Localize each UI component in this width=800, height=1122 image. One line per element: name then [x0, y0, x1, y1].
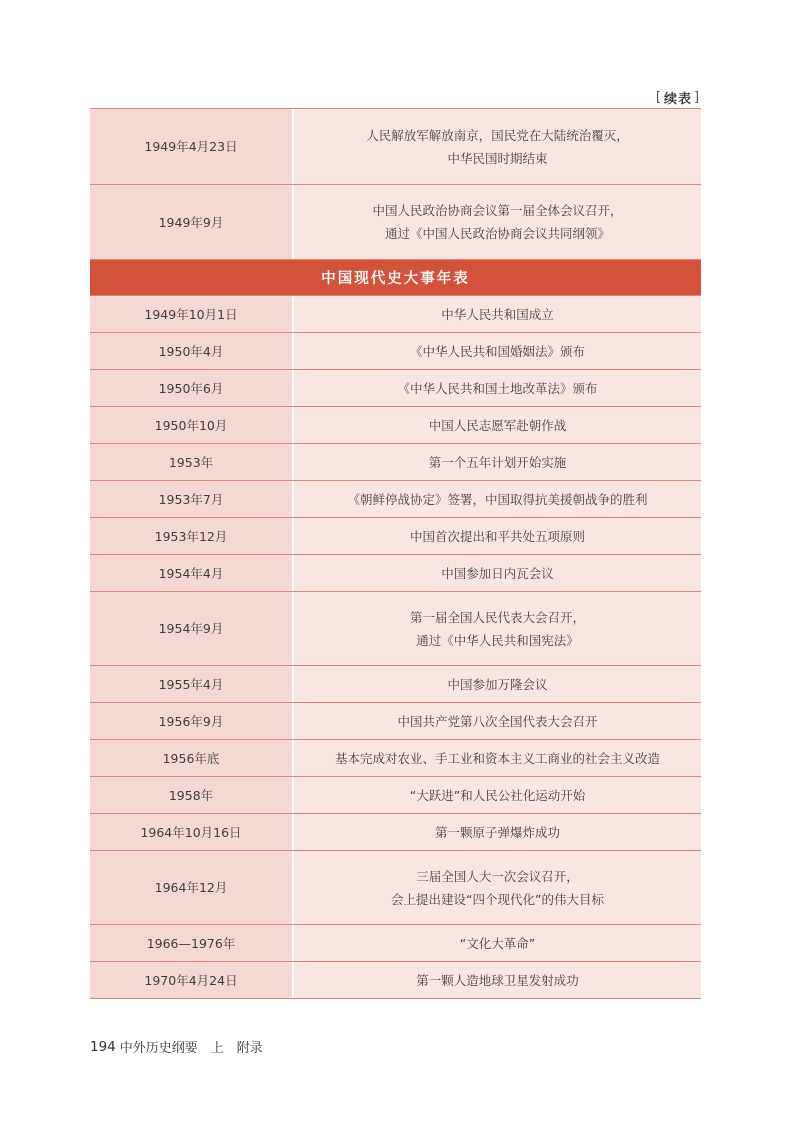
table-row: [90, 703, 701, 740]
date-cell: 1949年10月1日: [90, 296, 294, 332]
date-cell: 1949年9月: [90, 185, 294, 259]
section-header: 中国现代史大事年表: [90, 260, 701, 296]
event-text-line: 第一颗人造地球卫星发射成功: [416, 972, 579, 988]
table-row: [90, 555, 701, 592]
table-row: [90, 407, 701, 444]
event-text-line: 第一个五年计划开始实施: [428, 454, 567, 470]
event-cell: [294, 851, 701, 924]
event-text-line: 第一届全国人民代表大会召开，: [409, 609, 585, 625]
event-text-line: 会上提出建设“四个现代化”的伟大目标: [391, 891, 604, 907]
date-cell: 1956年底: [90, 740, 294, 776]
table-row: [90, 814, 701, 851]
date-cell: 1953年7月: [90, 481, 294, 517]
event-text-line: 三届全国人大一次会议召开，: [416, 868, 579, 884]
event-text-line: 《中华人民共和国婚姻法》颁布: [409, 343, 585, 359]
event-cell: [294, 109, 701, 184]
date-cell: 1953年12月: [90, 518, 294, 554]
event-cell: [294, 666, 701, 702]
event-cell: [294, 555, 701, 591]
event-text-line: 中国人民政治协商会议第一届全体会议召开，: [372, 203, 623, 218]
event-text-line: 中国共产党第八次全国代表大会召开: [397, 713, 598, 729]
table-row: [90, 333, 701, 370]
event-text-line: “大跃进”和人民公社化运动开始: [409, 787, 586, 803]
event-text-line: 中国首次提出和平共处五项原则: [409, 528, 585, 544]
event-cell: [294, 962, 701, 998]
event-cell: [294, 925, 701, 961]
event-cell: [294, 518, 701, 554]
date-cell: 1956年9月: [90, 703, 294, 739]
date-cell: 1950年10月: [90, 407, 294, 443]
event-cell: [294, 592, 701, 665]
event-text-line: 通过《中国人民政治协商会议共同纲领》: [384, 226, 610, 241]
event-text-line: 中国参加日内瓦会议: [441, 565, 554, 581]
event-text-line: 中华人民共和国成立: [441, 306, 554, 322]
page-footer: [90, 1037, 263, 1056]
rows-after-section: [90, 296, 701, 999]
event-cell: [294, 703, 701, 739]
table-row: [90, 925, 701, 962]
book-title: 中外历史纲要 上 附录: [119, 1041, 263, 1056]
table-row: [90, 740, 701, 777]
rows-before-section: [90, 108, 701, 260]
event-cell: [294, 185, 701, 259]
event-cell: [294, 777, 701, 813]
table-row: [90, 777, 701, 814]
event-text-line: 第一颗原子弹爆炸成功: [434, 824, 560, 840]
event-cell: [294, 333, 701, 369]
table-row: [90, 592, 701, 666]
event-text-line: 中华民国时期结束: [447, 150, 548, 166]
event-cell: [294, 444, 701, 480]
event-cell: [294, 814, 701, 850]
date-cell: 1970年4月24日: [90, 962, 294, 998]
table-row: [90, 370, 701, 407]
date-cell: 1953年: [90, 444, 294, 480]
date-cell: 1964年12月: [90, 851, 294, 924]
date-cell: 1954年9月: [90, 592, 294, 665]
date-cell: 1950年6月: [90, 370, 294, 406]
date-cell: 1964年10月16日: [90, 814, 294, 850]
table-row: [90, 666, 701, 703]
date-cell: 1966—1976年: [90, 925, 294, 961]
event-text-line: 中国人民志愿军赴朝作战: [428, 417, 567, 433]
date-cell: 1950年4月: [90, 333, 294, 369]
event-cell: [294, 407, 701, 443]
date-cell: 1949年4月23日: [90, 109, 294, 184]
event-text-line: 基本完成对农业、手工业和资本主义工商业的社会主义改造: [334, 750, 660, 766]
table-row: [90, 296, 701, 333]
event-text-line: 人民解放军解放南京，国民党在大陆统治覆灭，: [366, 127, 629, 143]
event-cell: [294, 740, 701, 776]
table-row: [90, 962, 701, 999]
chronology-table: [90, 108, 701, 999]
table-row: [90, 108, 701, 185]
date-cell: 1958年: [90, 777, 294, 813]
event-text-line: 《中华人民共和国土地改革法》颁布: [397, 380, 598, 396]
event-text-line: “文化大革命”: [459, 935, 536, 951]
table-row: [90, 481, 701, 518]
table-row: [90, 518, 701, 555]
continued-table-label: [ 续表 ]: [654, 87, 702, 107]
table-row: [90, 851, 701, 925]
date-cell: 1954年4月: [90, 555, 294, 591]
event-text-line: 《朝鲜停战协定》签署，中国取得抗美援朝战争的胜利: [347, 491, 648, 507]
event-cell: [294, 370, 701, 406]
event-cell: [294, 296, 701, 332]
event-text-line: 通过《中华人民共和国宪法》: [416, 632, 579, 648]
event-text-line: 中国参加万隆会议: [447, 676, 548, 692]
page-number: 194: [90, 1038, 116, 1055]
table-row: [90, 185, 701, 260]
table-row: [90, 444, 701, 481]
date-cell: 1955年4月: [90, 666, 294, 702]
event-cell: [294, 481, 701, 517]
